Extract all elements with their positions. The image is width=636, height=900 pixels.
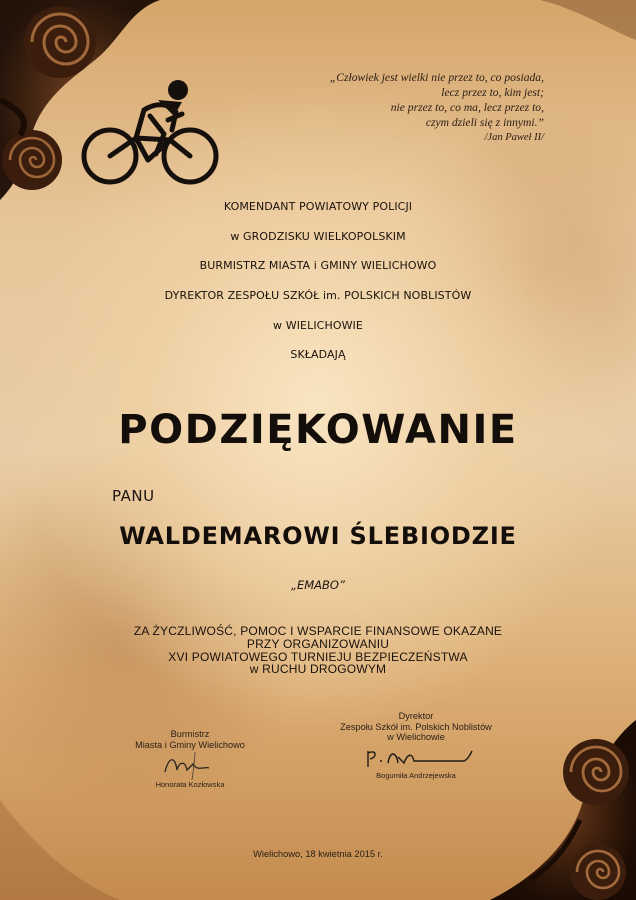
issuer-line: BURMISTRZ MIASTA i GMINY WIELICHOWO	[199, 259, 437, 273]
quote-author: /Jan Paweł II/	[484, 132, 544, 143]
issuer-line: KOMENDANT POWIATOWY POLICJI	[223, 200, 413, 213]
issuers-block	[0, 201, 636, 379]
handwritten-signature-icon	[135, 750, 245, 780]
signature-role: Burmistrz	[170, 729, 210, 739]
issuer-line: SKŁADAJĄ	[290, 348, 346, 362]
signature-role: Miasta i Gminy Wielichowo	[135, 739, 245, 750]
recipient-name: WALDEMAROWI ŚLEBIODZIE	[119, 522, 517, 550]
salutation: PANU	[112, 487, 155, 505]
place-and-date: Wielichowo, 18 kwietnia 2015 r.	[253, 849, 383, 859]
quote-line: nie przez to, co ma, lecz przez to,	[390, 101, 544, 114]
reason-line: XVI POWIATOWEGO TURNIEJU BEZPIECZEŃSTWA	[168, 649, 468, 664]
director-signature-block	[326, 711, 506, 780]
issuer-line: w GRODZISKU WIELKOPOLSKIM	[230, 229, 406, 243]
reason-block	[0, 625, 636, 676]
signature-role: Dyrektor	[398, 711, 434, 721]
signature-name: Honorata Kozłowska	[155, 780, 225, 789]
signature-role: Zespołu Szkół im. Polskich Noblistów	[340, 721, 492, 732]
issuer-line: DYREKTOR ZESPOŁU SZKÓŁ im. POLSKICH NOBLISTÓW	[164, 289, 472, 303]
quote-line: „Człowiek jest wielki nie przez to, co posiada,	[329, 71, 544, 84]
cyclist-icon	[78, 76, 223, 194]
reason-line: PRZY ORGANIZOWANIU	[246, 636, 390, 651]
reason-line: ZA ŻYCZLIWOŚĆ, POMOC I WSPARCIE FINANSOWE OKAZANE	[133, 624, 503, 638]
certificate-title: PODZIĘKOWANIE	[118, 407, 518, 453]
quote-line: lecz przez to, kim jest;	[441, 86, 544, 99]
quote-line: czym dzieli się z innymi.”	[425, 116, 544, 129]
signature-role: w Wielichowie	[387, 732, 445, 742]
company-name: „EMABO”	[291, 578, 345, 592]
quote-block	[214, 70, 544, 145]
signature-name: Bogumiła Andrzejewska	[376, 770, 456, 780]
mayor-signature-block	[115, 729, 265, 789]
handwritten-signature-icon	[346, 743, 486, 771]
bottom-left-edge-shading	[0, 780, 120, 900]
issuer-line: w WIELICHOWIE	[273, 318, 363, 332]
reason-line: w RUCHU DROGOWYM	[249, 662, 387, 677]
top-right-scroll-ornament-icon	[540, 0, 636, 40]
